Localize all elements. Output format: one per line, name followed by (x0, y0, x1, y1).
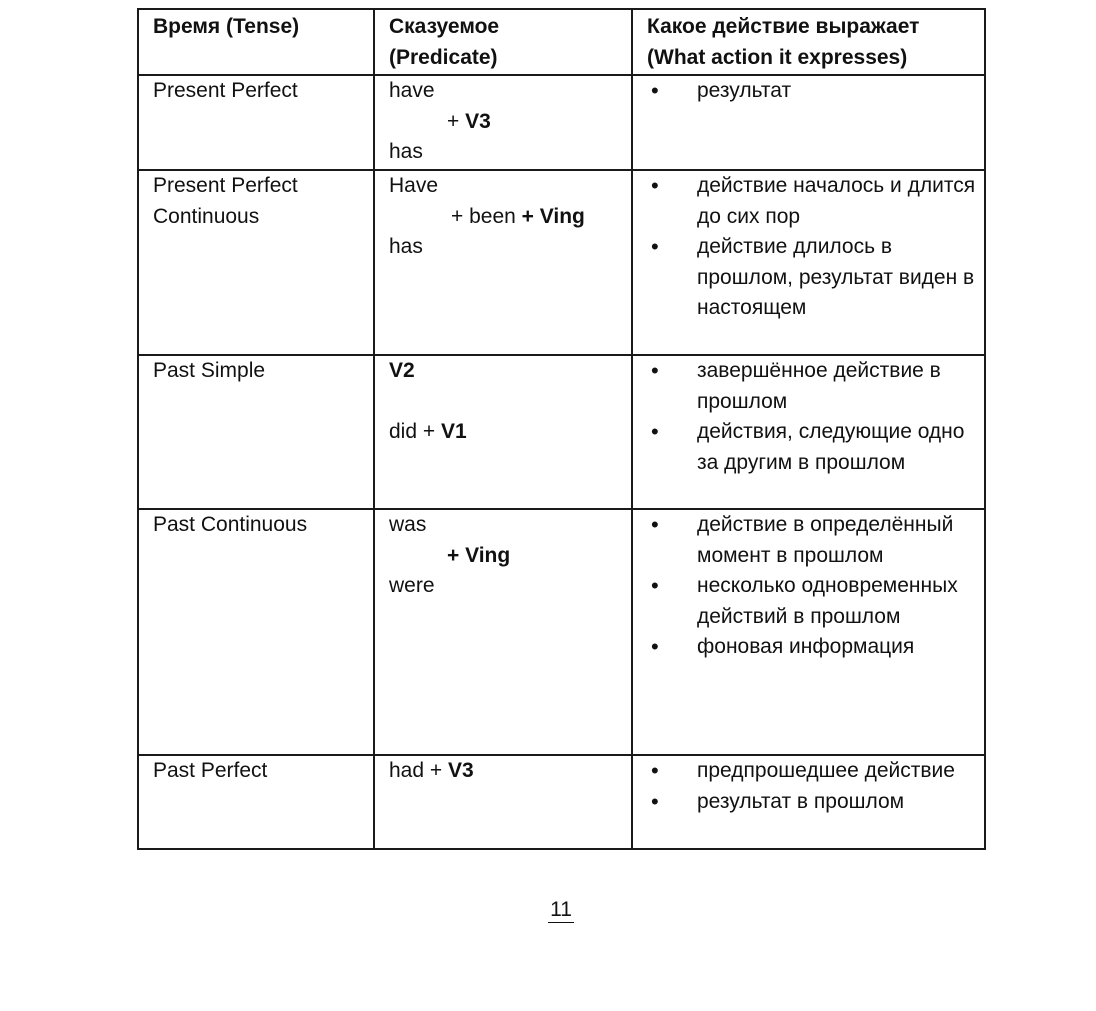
list-item (647, 787, 978, 818)
table-row (138, 75, 985, 170)
predicate-line (389, 756, 625, 787)
action-text: действие началось и длится до сих пор (697, 174, 976, 228)
action-cell (632, 509, 985, 755)
predicate-formula: + Ving (521, 204, 585, 228)
action-text: фоновая информация (697, 635, 915, 658)
predicate-line: have (389, 79, 435, 102)
predicate-line: has (389, 235, 423, 258)
action-text: действие в определённый момент в прошлом (697, 513, 954, 567)
table-row (138, 755, 985, 849)
page-number-text: 11 (550, 898, 572, 921)
header-predicate (374, 9, 632, 75)
bullet-icon: • (651, 78, 659, 103)
predicate-cell (374, 75, 632, 170)
predicate-line (389, 417, 625, 448)
list-item (647, 756, 978, 787)
predicate-line: was (389, 513, 427, 536)
predicate-text: did + (389, 420, 441, 443)
predicate-cell (374, 170, 632, 355)
tense-name: Continuous (153, 204, 260, 228)
list-item (647, 571, 978, 632)
bullet-icon: • (651, 758, 659, 783)
predicate-text: + (447, 109, 466, 133)
table-row (138, 509, 985, 755)
action-text: предпрошедшее действие (697, 759, 955, 782)
action-text: завершённое действие в прошлом (697, 359, 941, 413)
action-text: действие длилось в прошлом, результат виден в настоящем (697, 235, 975, 319)
predicate-line: Have (389, 174, 439, 197)
bullet-icon: • (651, 634, 659, 659)
bullet-icon: • (651, 512, 659, 537)
tense-name: Past Simple (153, 359, 266, 382)
list-item (647, 356, 978, 417)
predicate-text: had + (389, 759, 448, 782)
table-header-row (138, 9, 985, 75)
predicate-formula: V3 (465, 109, 491, 133)
table-row (138, 170, 985, 355)
header-tense (138, 9, 374, 75)
bullet-icon: • (651, 173, 659, 198)
action-text: результат (697, 79, 792, 102)
predicate-formula: + Ving (447, 543, 511, 567)
action-cell (632, 355, 985, 509)
bullet-icon: • (651, 358, 659, 383)
predicate-line (389, 202, 625, 233)
header-tense-label: Время (Tense) (153, 15, 300, 38)
bullet-icon: • (651, 788, 659, 814)
table-row (138, 355, 985, 509)
header-action (632, 9, 985, 75)
header-action-en: (What action it expresses) (647, 45, 908, 69)
action-cell (632, 170, 985, 355)
action-cell (632, 75, 985, 170)
action-cell (632, 755, 985, 849)
header-predicate-ru: Сказуемое (389, 15, 500, 38)
action-text: результат в прошлом (697, 789, 905, 813)
tense-name: Present Perfect (153, 79, 298, 102)
tense-table (137, 8, 986, 850)
predicate-formula: V1 (440, 420, 467, 443)
tense-cell (138, 355, 374, 509)
bullet-icon: • (651, 573, 659, 598)
action-list (647, 510, 978, 663)
action-list (647, 356, 978, 478)
predicate-line: has (389, 140, 423, 163)
header-predicate-en: (Predicate) (389, 45, 498, 69)
action-list (647, 756, 978, 817)
action-text: несколько одновременных действий в прошлом (697, 574, 958, 628)
bullet-icon: • (651, 419, 659, 444)
header-action-ru: Какое действие выражает (647, 15, 920, 38)
tense-cell (138, 755, 374, 849)
predicate-formula: V2 (389, 359, 415, 382)
predicate-spacer (389, 387, 625, 418)
bullet-icon: • (651, 234, 659, 259)
predicate-cell (374, 355, 632, 509)
predicate-line (389, 107, 625, 138)
list-item (647, 510, 978, 571)
list-item (647, 417, 978, 478)
list-item (647, 632, 978, 663)
predicate-formula: V3 (447, 759, 474, 782)
list-item (647, 171, 978, 232)
tense-cell (138, 75, 374, 170)
predicate-cell (374, 509, 632, 755)
tense-name: Past Continuous (153, 513, 308, 536)
predicate-text: + been (451, 204, 522, 228)
page-number (0, 898, 1096, 922)
action-list (647, 171, 978, 324)
predicate-line: were (389, 574, 435, 597)
tense-name: Present Perfect (153, 174, 298, 197)
list-item (647, 76, 978, 107)
tense-cell (138, 170, 374, 355)
predicate-cell (374, 755, 632, 849)
action-list (647, 76, 978, 107)
tense-name: Past Perfect (153, 759, 268, 782)
list-item (647, 232, 978, 324)
action-text: действия, следующие одно за другим в прошлом (697, 420, 965, 474)
tense-cell (138, 509, 374, 755)
